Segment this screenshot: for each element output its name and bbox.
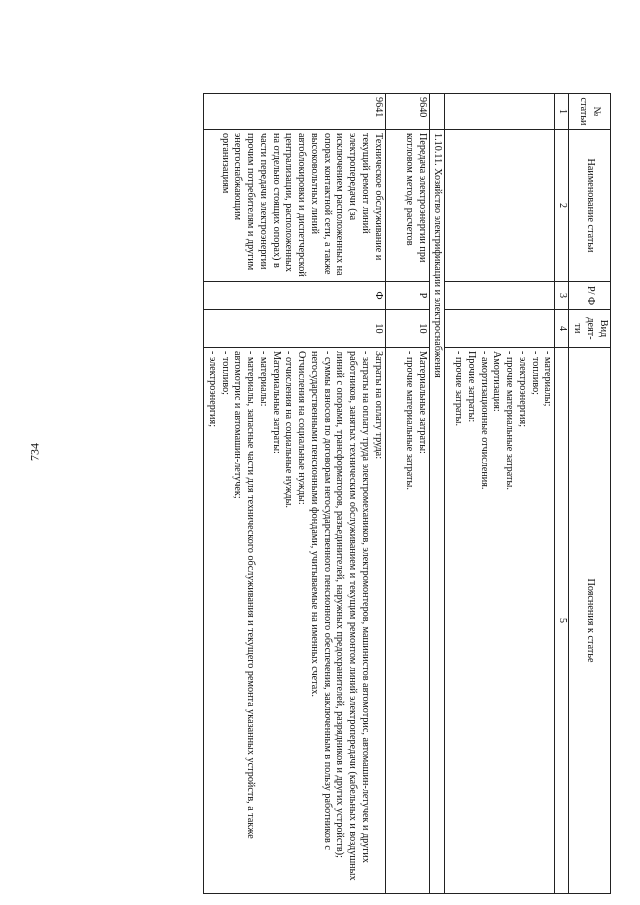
header-explanation: Пояснения к статье [569,348,611,894]
col-number: 5 [555,348,569,894]
table-row [204,94,386,894]
article-name: Техническое обслуживание и текущий ремонт линий электропередачи (за исключением расположенных на опорах контактной сети, а также высоковольтных линий автоблокировки и диспетчерской централизации, расположенных на отдельно стоящих опорах) в части передачи электроэнергии прочим потребителям и другим энергоснабжающим организациям [204,130,386,282]
rotated-table-container [84,93,611,893]
article-number: 9640 [385,94,429,130]
article-number: 9641 [204,94,386,130]
article-name: Передача электроэнергии при котловом методе расчетов [385,130,429,282]
article-rf: Ф [204,282,386,310]
column-number-row [555,94,569,894]
page-number: 734 [27,443,42,461]
cost-items-table [203,93,611,894]
article-rf: Р [385,282,429,310]
col-number: 3 [555,282,569,310]
continuation-row [445,94,555,894]
section-row [429,94,445,894]
header-rf: Р/ Ф [569,282,611,310]
col-number: 1 [555,94,569,130]
header-name: Наименование статьи [569,130,611,282]
continuation-explanation: - материалы; - топливо; - электроэнергия; - прочие материальные затраты. Амортизация: - амортизационные отчисления. Прочие затраты: - прочие затраты. [445,348,555,894]
section-title: 1.10.11. Хозяйство электрификации и электроснабжения [429,130,445,894]
article-explanation: Затраты на оплату труда: - затраты на оплату труда электромехаников, электромонтеров, машинистов автомотрис, автомашин-летучек и других работников, занятых техническим обслуживанием и текущим ремонтом линий электропередачи (кабельных и воздушных линий с опорами, трансформаторов, разъединителей, наружных предохранителей, разрядников и других устройств); - суммы взносов по договорам негосударственного пенсионного обеспечения, заключенным в пользу работников с негосударственными пенсионными фондами, учитываемые на именных счетах. Отчисления на социальные нужды: - отчисления на социальные нужды. Материальные затраты: - материалы: - материалы, запасные части для технического обслуживания и текущего ремонта указанных устройств, а также автомотрис и автомашин-летучек; - топливо; - электроэнергия; [204,348,386,894]
table-row [385,94,429,894]
article-vid: 10 [204,310,386,348]
article-vid: 10 [385,310,429,348]
header-num: № статьи [569,94,611,130]
header-vid: Вид деят-ти [569,310,611,348]
col-number: 4 [555,310,569,348]
col-number: 2 [555,130,569,282]
header-row [569,94,611,894]
article-explanation: Материальные затраты: - прочие материальные затраты. [385,348,429,894]
